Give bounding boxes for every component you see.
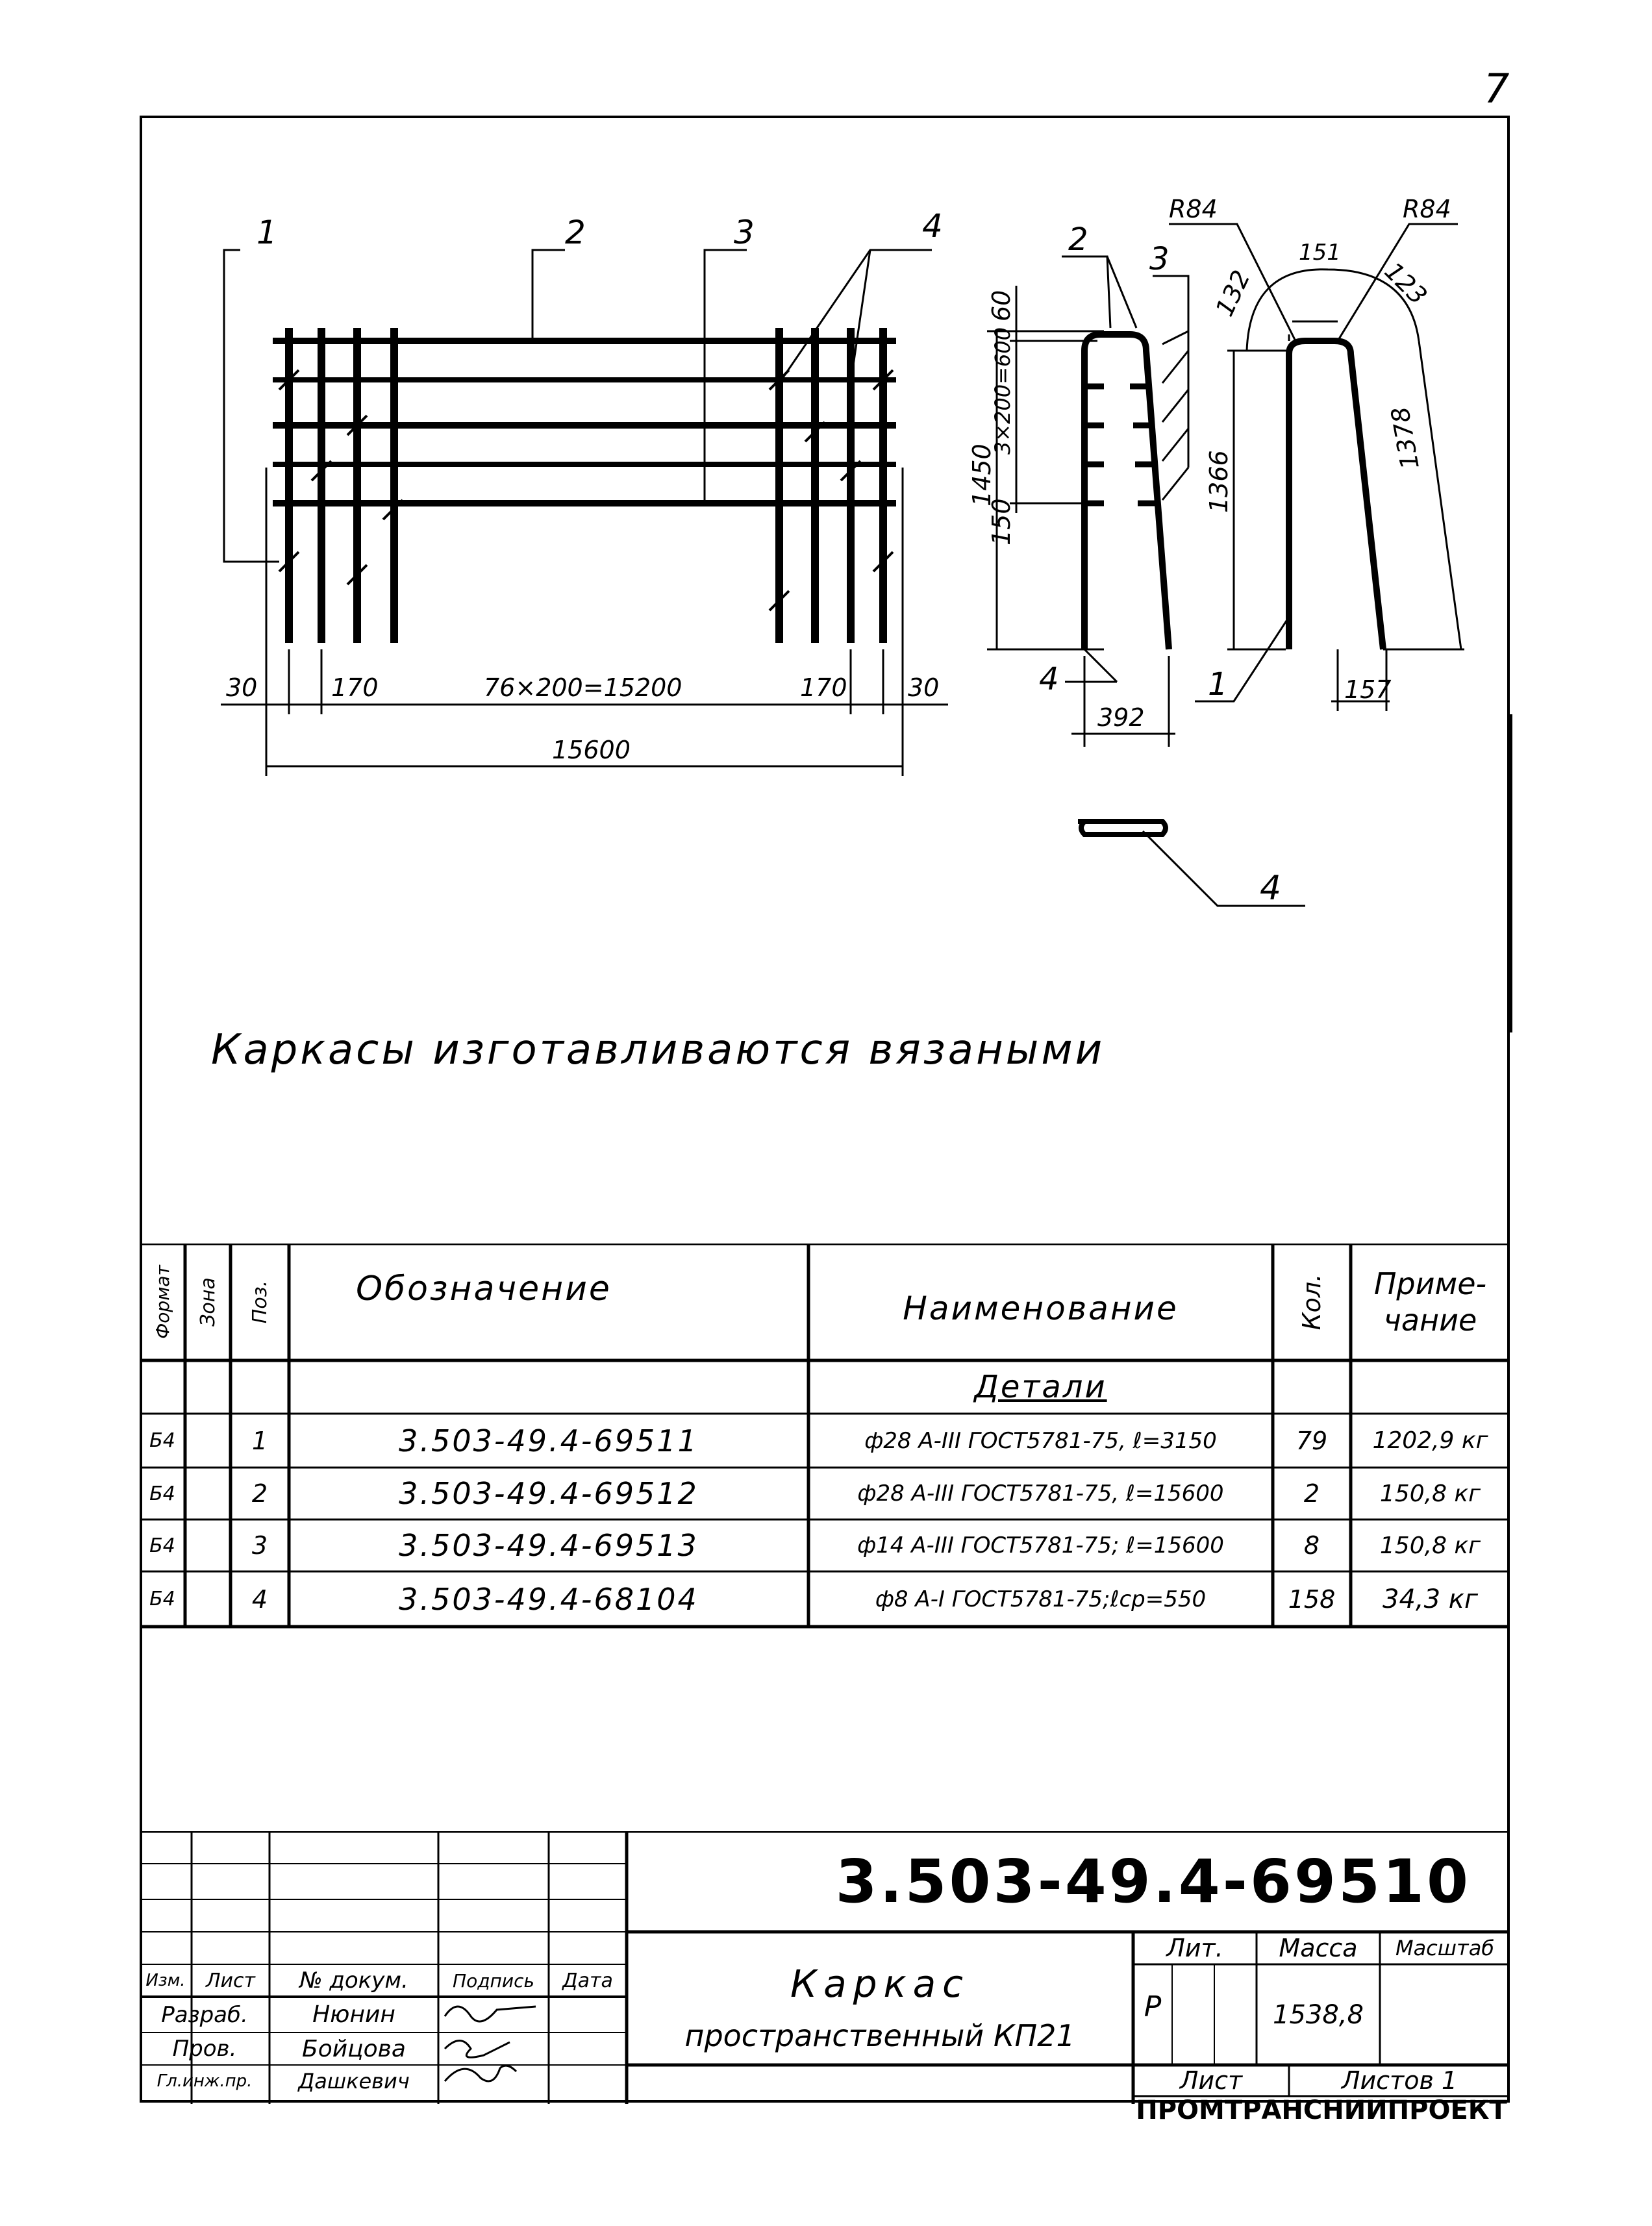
row-format: Б4 <box>149 1482 175 1505</box>
pos-label-2: 2 <box>565 214 586 251</box>
section-title: Детали <box>974 1369 1107 1405</box>
label-sign: Подпись <box>453 1970 534 1992</box>
doc-code: 3.503-49.4-69510 <box>835 1847 1471 1916</box>
bent-dim-123: 123 <box>1379 256 1433 310</box>
row-name: ф14 А-III ГОСТ5781-75; ℓ=15600 <box>857 1532 1224 1558</box>
row-qty: 8 <box>1303 1531 1320 1560</box>
spec-row <box>140 1414 1510 1468</box>
section-dim-600: 3×200=600 <box>990 327 1015 455</box>
dim-left-gap: 170 <box>331 673 379 702</box>
row-designation: 3.503-49.4-69511 <box>399 1423 699 1458</box>
name-checker: Бойцова <box>302 2035 406 2062</box>
row-pos: 2 <box>251 1479 268 1508</box>
header-designation: Обозначение <box>356 1269 612 1308</box>
clip-pos-4: 4 <box>1260 869 1282 908</box>
row-qty: 2 <box>1303 1479 1320 1508</box>
pos-label-1: 1 <box>257 214 277 251</box>
label-sheet: Лист <box>1179 2066 1243 2095</box>
bent-pos-1: 1 <box>1208 666 1228 703</box>
bent-dim-157: 157 <box>1344 675 1392 704</box>
header-pos: Поз. <box>248 1280 271 1324</box>
dim-left-edge: 30 <box>226 673 258 702</box>
row-name: ф28 А-III ГОСТ5781-75, ℓ=3150 <box>864 1427 1217 1454</box>
name-developer: Нюнин <box>312 2001 395 2028</box>
reinforcement-drawing <box>0 0 1652 974</box>
label-scale: Масштаб <box>1395 1936 1495 1960</box>
role-developer: Разраб. <box>161 2001 248 2028</box>
row-qty: 79 <box>1295 1426 1328 1455</box>
mass-value: 1538,8 <box>1273 1999 1364 2030</box>
row-note: 34,3 кг <box>1383 1584 1478 1614</box>
label-mass: Масса <box>1279 1934 1358 1962</box>
row-designation: 3.503-49.4-68104 <box>399 1581 699 1617</box>
title-line1: Каркас <box>790 1962 970 2006</box>
label-sheets: Листов 1 <box>1341 2066 1458 2095</box>
bent-r-left: R84 <box>1169 195 1218 223</box>
row-designation: 3.503-49.4-69513 <box>399 1528 699 1563</box>
row-pos: 1 <box>251 1426 268 1455</box>
row-format: Б4 <box>149 1534 175 1557</box>
row-name: ф8 А-I ГОСТ5781-75;ℓср=550 <box>875 1586 1207 1612</box>
title-line2: пространственный КП21 <box>684 2018 1075 2053</box>
pos-label-3: 3 <box>734 214 755 251</box>
sheet-number: 7 <box>1484 65 1510 112</box>
row-designation: 3.503-49.4-69512 <box>399 1476 699 1511</box>
bent-dim-1378: 1378 <box>1385 405 1425 472</box>
signatures <box>445 2007 536 2081</box>
dim-middle: 76×200=15200 <box>484 673 682 702</box>
header-note: Приме- чание <box>1373 1266 1487 1338</box>
label-doc: № докум. <box>299 1968 408 1994</box>
name-chief-engineer: Дашкевич <box>298 2069 410 2094</box>
row-format: Б4 <box>149 1588 175 1610</box>
row-note: 1202,9 кг <box>1372 1427 1488 1454</box>
label-lit: Лит. <box>1166 1934 1223 1962</box>
header-format: Формат <box>151 1265 173 1339</box>
bent-dim-132: 132 <box>1210 266 1256 321</box>
spec-row <box>140 1571 1510 1627</box>
spec-row <box>140 1519 1510 1571</box>
label-list: Лист <box>205 1969 256 1992</box>
header-qty: Кол. <box>1297 1273 1326 1331</box>
role-chief-engineer: Гл.инж.пр. <box>156 2071 253 2091</box>
row-pos: 4 <box>251 1584 268 1614</box>
org-name: ПРОМТРАНСНИИПРОЕКТ <box>1136 2095 1507 2125</box>
spec-row <box>140 1468 1510 1519</box>
header-zone: Зона <box>196 1277 219 1327</box>
section-dim-150: 150 <box>987 498 1016 545</box>
row-format: Б4 <box>149 1429 175 1452</box>
dim-overall: 15600 <box>552 736 631 764</box>
section-dim-60: 60 <box>987 290 1016 321</box>
label-date: Дата <box>562 1969 613 1992</box>
section-pos-4: 4 <box>1039 661 1059 697</box>
section-dim-1450: 1450 <box>968 444 996 506</box>
label-izm: Изм. <box>145 1971 186 1990</box>
section-pos-2: 2 <box>1068 221 1088 258</box>
lit-value: Р <box>1144 1990 1162 2023</box>
bent-dim-1366: 1366 <box>1205 450 1233 513</box>
row-pos: 3 <box>251 1531 268 1560</box>
spec-table <box>140 1244 1510 1643</box>
bent-dim-151: 151 <box>1299 240 1341 266</box>
row-qty: 158 <box>1288 1584 1336 1614</box>
dim-right-gap: 170 <box>800 673 847 702</box>
bent-r-right: R84 <box>1403 195 1451 223</box>
right-margin-line <box>1510 714 1512 1032</box>
row-note: 150,8 кг <box>1379 1532 1481 1559</box>
dim-right-edge: 30 <box>908 673 940 702</box>
section-dim-392: 392 <box>1097 703 1145 732</box>
role-checker: Пров. <box>172 2036 237 2062</box>
note-text: Каркасы изготавливаются вязаными <box>211 1026 1105 1074</box>
title-block <box>140 1831 1510 2125</box>
row-name: ф28 А-III ГОСТ5781-75, ℓ=15600 <box>857 1481 1224 1507</box>
row-note: 150,8 кг <box>1379 1480 1481 1507</box>
section-pos-3: 3 <box>1149 241 1170 277</box>
pos-label-4: 4 <box>922 207 943 245</box>
header-name: Наименование <box>903 1290 1179 1327</box>
